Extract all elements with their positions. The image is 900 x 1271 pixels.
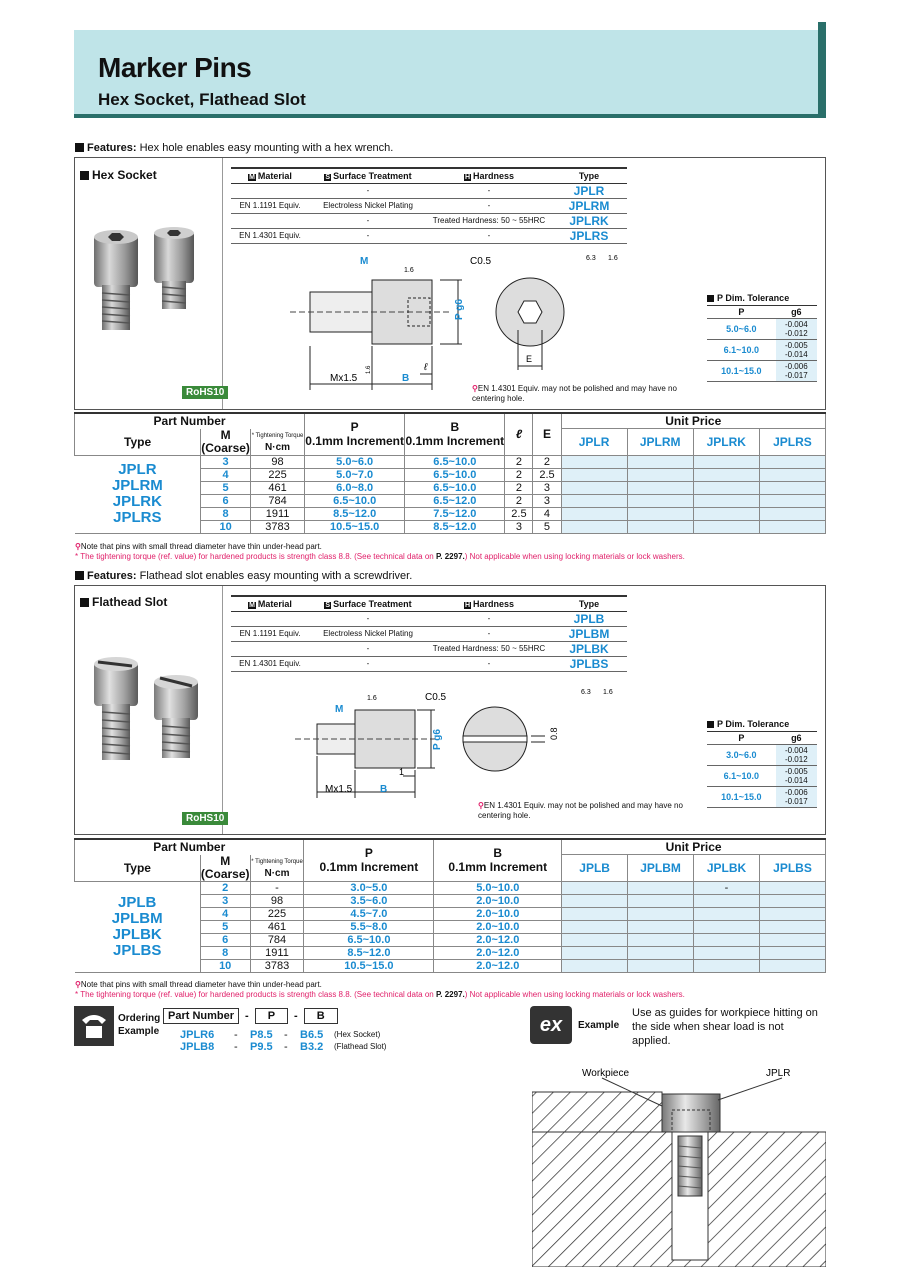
price-cell[interactable] [759, 959, 825, 972]
price-cell[interactable] [561, 481, 627, 494]
price-cell[interactable] [759, 481, 825, 494]
price-cell[interactable] [561, 468, 627, 481]
dim-l: ℓ [424, 362, 428, 373]
dim-b-2: B [380, 784, 388, 795]
phone-order-icon [74, 1006, 114, 1046]
flathead-part-number-table: Part Number P 0.1mm Increment B 0.1mm Increment Unit Price Type M (Coarse) * Tightening Torque N·cm JPLB JPLBM JPLBK JPLBS JPLB JPLBM JPLBK JPLBS 2 - 3.0~5.0 5.0~10.0 - 3 98 3.5~6.0 2.0~10.0 4 225 4.5~7.0 2.0~10.0 5 461 5.5~8.0 2.0~10.0 6 784 6.5~10.0 2.0~12.0 8 1911 8.5~12.0 2.0~12.0 10 3783 10.5~15.0 2.0~12.0 [74, 838, 826, 973]
price-cell[interactable] [759, 520, 825, 533]
price-cell[interactable] [627, 455, 693, 468]
price-cell[interactable] [562, 946, 628, 959]
price-cell[interactable] [628, 933, 694, 946]
flathead-slot-label: Flathead Slot [80, 595, 167, 609]
unit-price-header: Unit Price [561, 413, 825, 429]
example-badge: ex [530, 1006, 572, 1044]
ordering-example-label: Ordering Example [118, 1013, 161, 1037]
table-row: 10.1~15.0 -0.006 -0.017 [707, 361, 817, 382]
table-row: 6 784 6.5~10.0 6.5~12.0 2 3 [75, 494, 826, 507]
table-row: 10.1~15.0 -0.006 -0.017 [707, 787, 817, 808]
workpiece-label: Workpiece [582, 1068, 630, 1079]
price-cell[interactable] [759, 881, 825, 894]
rohs-badge: RoHS10 [182, 386, 228, 399]
table-row: 8 1911 8.5~12.0 7.5~12.0 2.5 4 [75, 507, 826, 520]
dim-roughness-3: 1.6 [367, 695, 377, 702]
price-cell[interactable] [694, 894, 760, 907]
example-text: Use as guides for workpiece hitting on the side when shear load is not applied. [632, 1007, 818, 1047]
table-row: 5 461 6.0~8.0 6.5~10.0 2 3 [75, 481, 826, 494]
table-row: - - JPLB [231, 611, 627, 626]
price-cell[interactable] [759, 468, 825, 481]
table-row: 6.1~10.0 -0.005 -0.014 [707, 766, 817, 787]
tolerance-table-1: P g6 5.0~6.0 -0.004 -0.012 6.1~10.0 -0.005 -0.014 10.1~15.0 -0.006 -0.017 [707, 305, 817, 382]
square-bullet-icon [80, 598, 89, 607]
workpiece-example-drawing [532, 1062, 826, 1267]
flathead-slot-pin-photo [86, 650, 216, 770]
price-cell[interactable] [628, 946, 694, 959]
price-cell[interactable] [694, 959, 760, 972]
price-cell[interactable] [628, 894, 694, 907]
price-cell[interactable]: - [694, 881, 760, 894]
price-cell[interactable] [693, 455, 759, 468]
price-cell[interactable] [694, 920, 760, 933]
table-row: EN 1.1191 Equiv. Electroless Nickel Plating - JPLBM [231, 626, 627, 641]
table-row: EN 1.4301 Equiv. - - JPLBS [231, 656, 627, 671]
hex-material-table [231, 167, 627, 244]
price-cell[interactable] [627, 481, 693, 494]
dim-p-2: P g6 [432, 729, 443, 750]
table-row: 6.1~10.0 -0.005 -0.014 [707, 340, 817, 361]
flathead-dimension-drawing [295, 680, 665, 800]
note-torque-2: * The tightening torque (ref. value) for hardened products is strength class 8.8. (See technical data on P. 2297.) Not applicable when using locking materials or lock washers. [75, 990, 685, 999]
hex-socket-dimension-drawing [290, 250, 660, 400]
square-bullet-icon [75, 571, 84, 580]
price-cell[interactable] [759, 907, 825, 920]
roughness-symbol-2: 1.6 [608, 255, 618, 262]
roughness-symbol-4: 1.6 [603, 689, 613, 696]
price-cell[interactable] [627, 520, 693, 533]
table-row: 5 461 5.5~8.0 2.0~10.0 [75, 920, 826, 933]
table-row: 10 3783 10.5~15.0 8.5~12.0 3 5 [75, 520, 826, 533]
roughness-symbol-3: 6.3 [581, 689, 591, 696]
flathead-material-table: M Material S Surface Treatment H Hardness Type - - JPLB EN 1.1191 Equiv. Electroless Nickel Plating - JPLBM - Treated Hardness: 50 ~ 55HRC JPLBK EN 1.4301 Equiv. - - JPLBS [231, 595, 627, 672]
price-cell[interactable] [759, 946, 825, 959]
note-torque-1: * The tightening torque (ref. value) for hardened products is strength class 8.8. (See technical data on P. 2297.) Not applicable when using locking materials or lock washers. [75, 552, 685, 561]
table-row: 4 225 4.5~7.0 2.0~10.0 [75, 907, 826, 920]
dim-roughness: 1.6 [404, 267, 414, 274]
price-cell[interactable] [628, 959, 694, 972]
price-cell[interactable] [562, 881, 628, 894]
price-cell[interactable] [759, 920, 825, 933]
price-cell[interactable] [693, 481, 759, 494]
price-cell[interactable] [561, 507, 627, 520]
example-label: Example [578, 1020, 620, 1031]
material-header: M Material [231, 168, 309, 183]
price-cell[interactable] [694, 907, 760, 920]
ordering-header: Part Number - P - B [163, 1008, 338, 1024]
table-row: JPLB JPLBM JPLBK JPLBS 2 - 3.0~5.0 5.0~10.0 - [75, 881, 826, 894]
table-row: 6 784 6.5~10.0 2.0~12.0 [75, 933, 826, 946]
tolerance-table-2: P g6 3.0~6.0 -0.004 -0.012 6.1~10.0 -0.005 -0.014 10.1~15.0 -0.006 -0.017 [707, 731, 817, 808]
dim-b: B [402, 373, 410, 384]
price-cell[interactable] [562, 933, 628, 946]
tolerance-title-1: P Dim. Tolerance [707, 293, 789, 303]
hex-part-number-table: Part Number P 0.1mm Increment B 0.1mm Increment ℓ E Unit Price Type M (Coarse) * Tightening Torque N·cm JPLR JPLRM JPLRK JPLRS JPLR JPLRM JPLRK JPLRS 3 98 5.0~6.0 6.5~10.0 2 2 4 225 5.0~7.0 6.5~10.0 2 2.5 5 461 6.0~8.0 6.5~10.0 2 3 6 784 6.5~10.0 6.5~12.0 2 3 8 1911 8.5~12.0 7.5~12.0 2.5 4 10 3783 10.5~15.0 8.5~12.0 3 5 [74, 412, 826, 534]
hex-socket-pin-photo [82, 225, 212, 340]
price-cell[interactable] [562, 894, 628, 907]
dim-c05: C0.5 [470, 256, 492, 267]
dim-m-2: M [335, 704, 344, 715]
price-cell[interactable] [694, 946, 760, 959]
price-cell[interactable] [628, 907, 694, 920]
dim-roughness-2: 1.6 [366, 365, 372, 374]
price-cell[interactable] [561, 455, 627, 468]
features-line-1: Features: Hex hole enables easy mounting with a hex wrench. [75, 142, 393, 154]
table-row: EN 1.4301 Equiv. - - JPLRS [231, 228, 627, 243]
table-row: 3 98 3.5~6.0 2.0~10.0 [75, 894, 826, 907]
table-row: - Treated Hardness: 50 ~ 55HRC JPLRK [231, 213, 627, 228]
price-cell[interactable] [562, 907, 628, 920]
table-row: - - JPLR [231, 183, 627, 198]
ordering-row: JPLR6 - P8.5 - B6.5 (Hex Socket) [180, 1029, 381, 1041]
dim-thread: Mx1.5 [330, 373, 358, 384]
price-cell[interactable] [759, 507, 825, 520]
price-cell[interactable] [628, 920, 694, 933]
ordering-row: JPLB8 - P9.5 - B3.2 (Flathead Slot) [180, 1041, 387, 1053]
price-cell[interactable] [693, 520, 759, 533]
price-cell[interactable] [561, 520, 627, 533]
price-cell[interactable] [759, 494, 825, 507]
table-row: 3.0~6.0 -0.004 -0.012 [707, 745, 817, 766]
price-cell[interactable] [561, 494, 627, 507]
note-thin-head-1: ⚲Note that pins with small thread diameter have thin under-head part. [75, 542, 322, 551]
table-row: - Treated Hardness: 50 ~ 55HRC JPLBK [231, 641, 627, 656]
price-cell[interactable] [562, 920, 628, 933]
part-number-header: Part Number [75, 413, 305, 429]
jplr-label: JPLR [766, 1068, 791, 1079]
note-thin-head-2: ⚲Note that pins with small thread diameter have thin under-head part. [75, 980, 322, 989]
price-cell[interactable] [628, 881, 694, 894]
hex-socket-label: Hex Socket [80, 168, 157, 182]
table-row: 8 1911 8.5~12.0 2.0~12.0 [75, 946, 826, 959]
roughness-symbol: 6.3 [586, 255, 596, 262]
features-line-2: Features: Flathead slot enables easy mounting with a screwdriver. [75, 570, 412, 582]
table-row: JPLR JPLRM JPLRK JPLRS 3 98 5.0~6.0 6.5~10.0 2 2 [75, 455, 826, 468]
dim-p: P g6 [454, 299, 465, 320]
price-cell[interactable] [627, 468, 693, 481]
dim-c05-2: C0.5 [425, 692, 447, 703]
table-row: 4 225 5.0~7.0 6.5~10.0 2 2.5 [75, 468, 826, 481]
type-header: Type [551, 168, 627, 183]
price-cell[interactable] [693, 468, 759, 481]
page-title: Marker Pins [98, 52, 252, 83]
dim-08: 0.8 [549, 727, 559, 740]
square-bullet-icon [80, 171, 89, 180]
price-cell[interactable] [627, 507, 693, 520]
price-cell[interactable] [562, 959, 628, 972]
price-cell[interactable] [694, 933, 760, 946]
flathead-diagram-note: ⚲EN 1.4301 Equiv. may not be polished and may have no centering hole. [478, 801, 683, 820]
price-cell[interactable] [759, 933, 825, 946]
table-row: EN 1.1191 Equiv. Electroless Nickel Plating - JPLRM [231, 198, 627, 213]
table-row: 5.0~6.0 -0.004 -0.012 [707, 319, 817, 340]
price-cell[interactable] [627, 494, 693, 507]
square-bullet-icon [75, 143, 84, 152]
price-cell[interactable] [693, 494, 759, 507]
dim-thread-2: Mx1.5 [325, 784, 353, 795]
price-cell[interactable] [759, 894, 825, 907]
surface-header: S Surface Treatment [309, 168, 427, 183]
price-cell[interactable] [759, 455, 825, 468]
page-subtitle: Hex Socket, Flathead Slot [98, 90, 306, 109]
price-cell[interactable] [693, 507, 759, 520]
hex-diagram-note: ⚲EN 1.4301 Equiv. may not be polished and may have no centering hole. [472, 384, 677, 403]
ordering-rows [180, 1029, 386, 1053]
table-row: 10 3783 10.5~15.0 2.0~12.0 [75, 959, 826, 972]
dim-one: 1 [399, 767, 405, 777]
dim-m: M [360, 256, 369, 267]
hardness-header: H Hardness [427, 168, 551, 183]
dim-e: E [526, 354, 533, 364]
tolerance-title-2: P Dim. Tolerance [707, 719, 789, 729]
rohs-badge-2: RoHS10 [182, 812, 228, 825]
